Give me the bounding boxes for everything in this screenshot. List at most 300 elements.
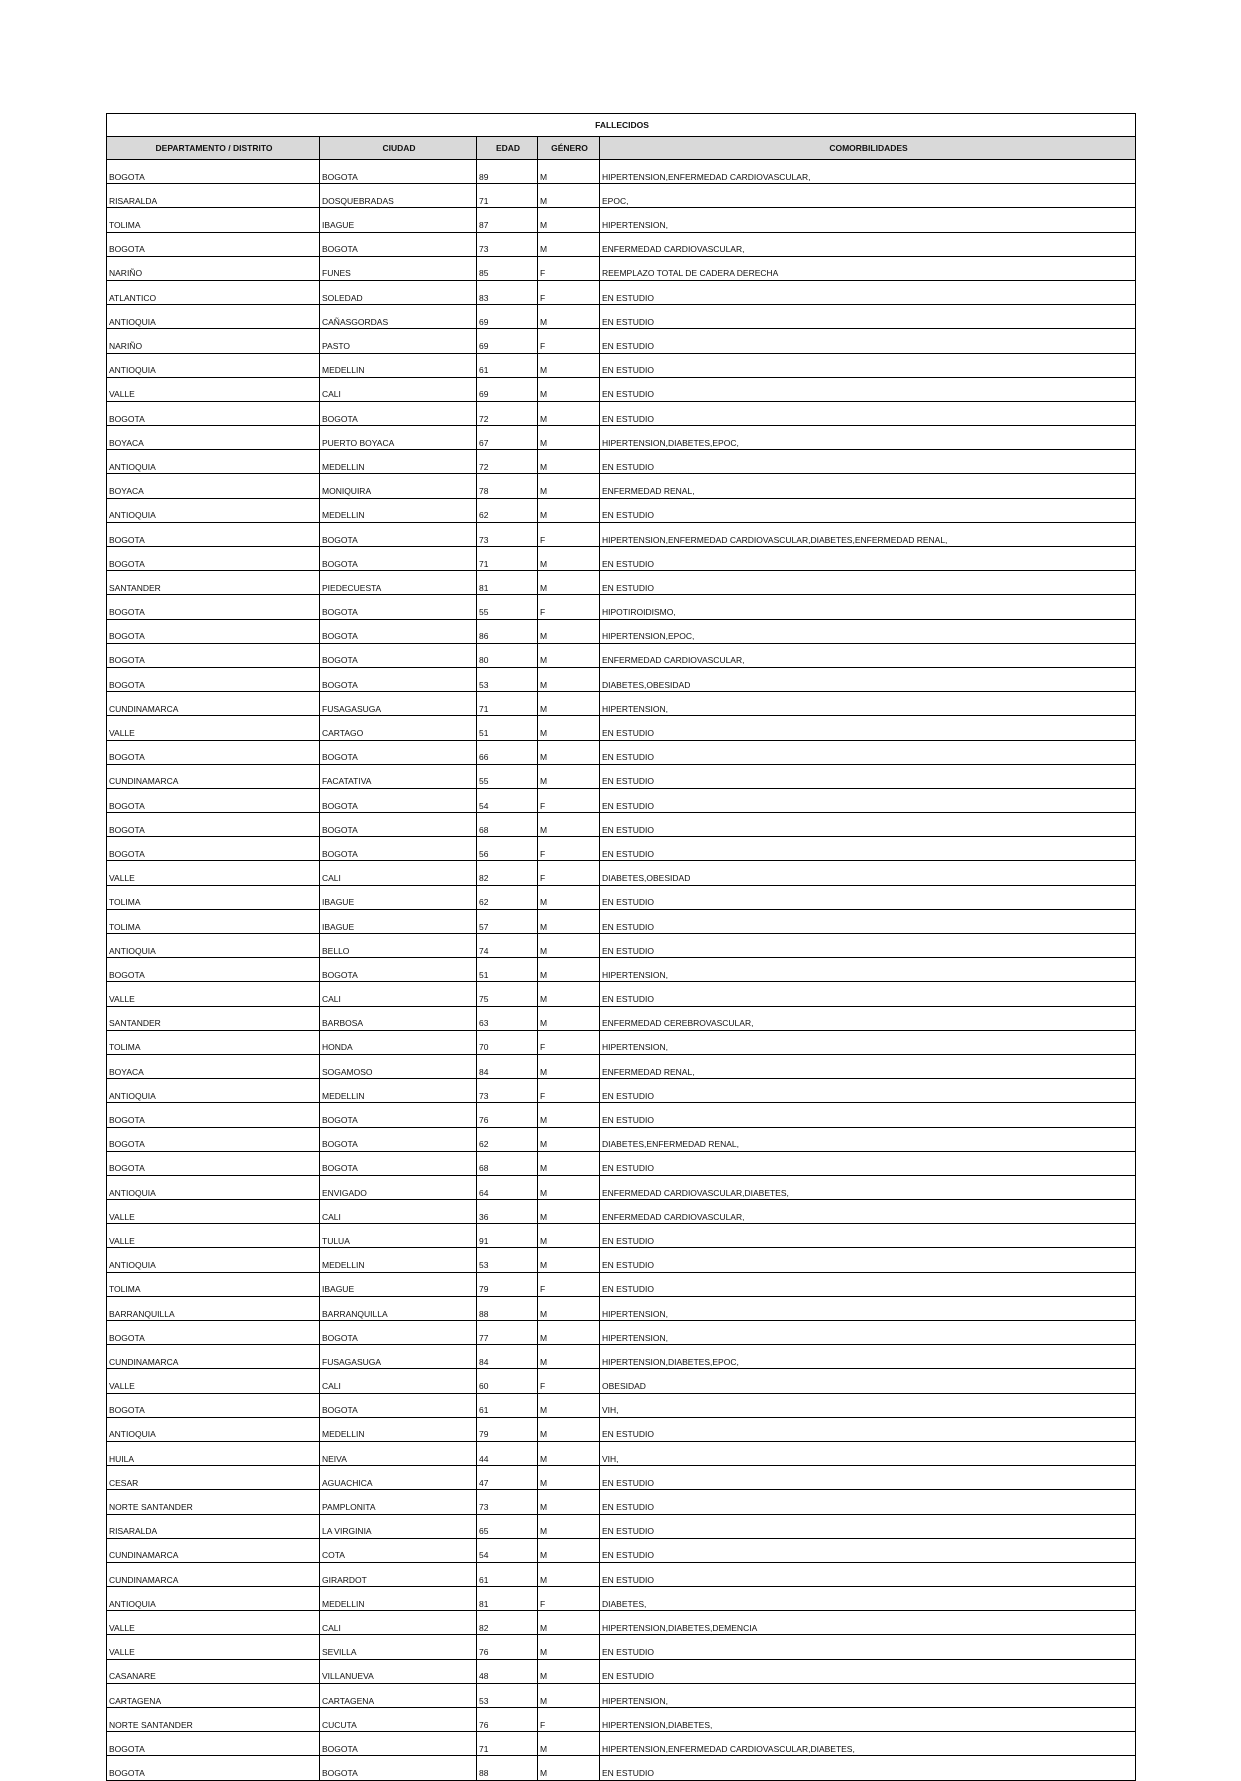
- table-row: [107, 1248, 1136, 1272]
- cell-gender: M: [538, 571, 600, 595]
- table-row: [107, 1441, 1136, 1465]
- cell-department: VALLE: [107, 377, 320, 401]
- cell-department: CESAR: [107, 1466, 320, 1490]
- cell-city: SOGAMOSO: [320, 1054, 477, 1078]
- cell-age: 75: [477, 982, 538, 1006]
- cell-comorbidities: HIPERTENSION,: [600, 208, 1136, 232]
- table-row: [107, 595, 1136, 619]
- cell-department: BOGOTA: [107, 1127, 320, 1151]
- table-row: [107, 450, 1136, 474]
- cell-age: 79: [477, 1272, 538, 1296]
- cell-gender: F: [538, 329, 600, 353]
- cell-age: 70: [477, 1030, 538, 1054]
- cell-department: NARIÑO: [107, 329, 320, 353]
- cell-department: BOGOTA: [107, 837, 320, 861]
- table-row: [107, 1683, 1136, 1707]
- cell-department: BOGOTA: [107, 1393, 320, 1417]
- cell-comorbidities: EN ESTUDIO: [600, 571, 1136, 595]
- cell-gender: F: [538, 280, 600, 304]
- cell-comorbidities: EN ESTUDIO: [600, 1248, 1136, 1272]
- table-row: [107, 1635, 1136, 1659]
- cell-gender: M: [538, 426, 600, 450]
- cell-department: ANTIOQUIA: [107, 498, 320, 522]
- cell-comorbidities: EN ESTUDIO: [600, 1756, 1136, 1780]
- cell-comorbidities: HIPERTENSION,: [600, 958, 1136, 982]
- table-row: [107, 764, 1136, 788]
- table-row: [107, 401, 1136, 425]
- cell-gender: M: [538, 1054, 600, 1078]
- cell-department: VALLE: [107, 1224, 320, 1248]
- table-row: [107, 1587, 1136, 1611]
- cell-comorbidities: EN ESTUDIO: [600, 305, 1136, 329]
- cell-age: 77: [477, 1321, 538, 1345]
- cell-city: BOGOTA: [320, 522, 477, 546]
- table-row: [107, 837, 1136, 861]
- cell-comorbidities: ENFERMEDAD CARDIOVASCULAR,: [600, 643, 1136, 667]
- cell-department: CUNDINAMARCA: [107, 1345, 320, 1369]
- cell-department: CASANARE: [107, 1659, 320, 1683]
- column-header-department: DEPARTAMENTO / DISTRITO: [107, 137, 320, 160]
- cell-age: 44: [477, 1441, 538, 1465]
- cell-city: BOGOTA: [320, 813, 477, 837]
- cell-city: IBAGUE: [320, 909, 477, 933]
- cell-gender: M: [538, 1103, 600, 1127]
- cell-city: BARBOSA: [320, 1006, 477, 1030]
- cell-age: 71: [477, 692, 538, 716]
- cell-department: ANTIOQUIA: [107, 450, 320, 474]
- cell-city: MEDELLIN: [320, 1417, 477, 1441]
- cell-department: BOGOTA: [107, 740, 320, 764]
- column-header-city: CIUDAD: [320, 137, 477, 160]
- cell-age: 51: [477, 958, 538, 982]
- table-row: [107, 958, 1136, 982]
- table-row: [107, 643, 1136, 667]
- cell-department: BOGOTA: [107, 522, 320, 546]
- cell-city: BOGOTA: [320, 1393, 477, 1417]
- cell-age: 73: [477, 522, 538, 546]
- table-row: [107, 256, 1136, 280]
- table-row: [107, 280, 1136, 304]
- cell-comorbidities: REEMPLAZO TOTAL DE CADERA DERECHA: [600, 256, 1136, 280]
- cell-city: SEVILLA: [320, 1635, 477, 1659]
- cell-department: BOGOTA: [107, 958, 320, 982]
- cell-city: PIEDECUESTA: [320, 571, 477, 595]
- cell-department: BOGOTA: [107, 547, 320, 571]
- cell-city: BOGOTA: [320, 1732, 477, 1756]
- cell-comorbidities: ENFERMEDAD CARDIOVASCULAR,: [600, 232, 1136, 256]
- cell-comorbidities: HIPERTENSION,DIABETES,DEMENCIA: [600, 1611, 1136, 1635]
- cell-age: 76: [477, 1103, 538, 1127]
- cell-city: BOGOTA: [320, 788, 477, 812]
- table-row: [107, 619, 1136, 643]
- cell-gender: M: [538, 1732, 600, 1756]
- cell-age: 88: [477, 1296, 538, 1320]
- cell-age: 69: [477, 329, 538, 353]
- cell-department: BOGOTA: [107, 813, 320, 837]
- cell-age: 55: [477, 764, 538, 788]
- cell-department: VALLE: [107, 1611, 320, 1635]
- column-header-comorbidities: COMORBILIDADES: [600, 137, 1136, 160]
- cell-city: SOLEDAD: [320, 280, 477, 304]
- cell-gender: F: [538, 837, 600, 861]
- cell-comorbidities: EN ESTUDIO: [600, 1079, 1136, 1103]
- cell-gender: M: [538, 934, 600, 958]
- cell-department: TOLIMA: [107, 909, 320, 933]
- cell-age: 68: [477, 813, 538, 837]
- cell-age: 87: [477, 208, 538, 232]
- table-row: [107, 1103, 1136, 1127]
- cell-gender: F: [538, 522, 600, 546]
- cell-age: 61: [477, 1393, 538, 1417]
- cell-age: 82: [477, 1611, 538, 1635]
- cell-comorbidities: EN ESTUDIO: [600, 1562, 1136, 1586]
- cell-gender: M: [538, 667, 600, 691]
- cell-gender: M: [538, 547, 600, 571]
- table-row: [107, 909, 1136, 933]
- table-row: [107, 934, 1136, 958]
- column-header-gender: GÉNERO: [538, 137, 600, 160]
- cell-city: LA VIRGINIA: [320, 1514, 477, 1538]
- cell-comorbidities: EN ESTUDIO: [600, 450, 1136, 474]
- cell-city: BOGOTA: [320, 1127, 477, 1151]
- cell-department: TOLIMA: [107, 885, 320, 909]
- table-row: [107, 1151, 1136, 1175]
- cell-gender: M: [538, 1659, 600, 1683]
- cell-department: ATLANTICO: [107, 280, 320, 304]
- table-row: [107, 1006, 1136, 1030]
- cell-comorbidities: HIPERTENSION,: [600, 1683, 1136, 1707]
- table-title-row: [107, 114, 1136, 137]
- cell-city: FUSAGASUGA: [320, 1345, 477, 1369]
- cell-gender: M: [538, 619, 600, 643]
- table-row: [107, 716, 1136, 740]
- cell-department: VALLE: [107, 982, 320, 1006]
- cell-age: 66: [477, 740, 538, 764]
- cell-department: SANTANDER: [107, 1006, 320, 1030]
- cell-department: TOLIMA: [107, 208, 320, 232]
- cell-city: PASTO: [320, 329, 477, 353]
- cell-city: GIRARDOT: [320, 1562, 477, 1586]
- cell-department: CUNDINAMARCA: [107, 1538, 320, 1562]
- cell-age: 85: [477, 256, 538, 280]
- cell-gender: M: [538, 232, 600, 256]
- cell-city: BOGOTA: [320, 232, 477, 256]
- cell-department: BOYACA: [107, 474, 320, 498]
- cell-comorbidities: HIPOTIROIDISMO,: [600, 595, 1136, 619]
- cell-gender: M: [538, 1006, 600, 1030]
- cell-comorbidities: HIPERTENSION,: [600, 1321, 1136, 1345]
- cell-gender: M: [538, 740, 600, 764]
- cell-gender: M: [538, 208, 600, 232]
- cell-gender: M: [538, 184, 600, 208]
- cell-gender: F: [538, 788, 600, 812]
- cell-department: BOGOTA: [107, 643, 320, 667]
- cell-gender: M: [538, 643, 600, 667]
- cell-city: FUSAGASUGA: [320, 692, 477, 716]
- cell-gender: M: [538, 958, 600, 982]
- cell-gender: M: [538, 1756, 600, 1780]
- cell-gender: M: [538, 716, 600, 740]
- cell-comorbidities: EN ESTUDIO: [600, 1538, 1136, 1562]
- cell-city: BOGOTA: [320, 595, 477, 619]
- table-row: [107, 1490, 1136, 1514]
- cell-department: ANTIOQUIA: [107, 353, 320, 377]
- cell-gender: M: [538, 1321, 600, 1345]
- cell-city: BOGOTA: [320, 547, 477, 571]
- cell-city: BOGOTA: [320, 667, 477, 691]
- table-row: [107, 571, 1136, 595]
- cell-department: ANTIOQUIA: [107, 1587, 320, 1611]
- cell-age: 69: [477, 377, 538, 401]
- table-row: [107, 1079, 1136, 1103]
- cell-city: CALI: [320, 1369, 477, 1393]
- cell-age: 88: [477, 1756, 538, 1780]
- cell-department: ANTIOQUIA: [107, 1079, 320, 1103]
- cell-age: 54: [477, 788, 538, 812]
- cell-gender: F: [538, 1587, 600, 1611]
- table-row: [107, 692, 1136, 716]
- cell-age: 72: [477, 450, 538, 474]
- table-row: [107, 160, 1136, 184]
- cell-department: NORTE SANTANDER: [107, 1490, 320, 1514]
- cell-department: SANTANDER: [107, 571, 320, 595]
- cell-department: ANTIOQUIA: [107, 1175, 320, 1199]
- cell-comorbidities: VIH,: [600, 1393, 1136, 1417]
- cell-department: BOGOTA: [107, 160, 320, 184]
- cell-comorbidities: HIPERTENSION,ENFERMEDAD CARDIOVASCULAR,DIABETES,ENFERMEDAD RENAL,: [600, 522, 1136, 546]
- table-row: [107, 208, 1136, 232]
- cell-city: CALI: [320, 861, 477, 885]
- cell-city: BOGOTA: [320, 1103, 477, 1127]
- cell-department: HUILA: [107, 1441, 320, 1465]
- table-row: [107, 1224, 1136, 1248]
- cell-comorbidities: DIABETES,ENFERMEDAD RENAL,: [600, 1127, 1136, 1151]
- cell-age: 63: [477, 1006, 538, 1030]
- cell-department: BOGOTA: [107, 232, 320, 256]
- cell-city: VILLANUEVA: [320, 1659, 477, 1683]
- cell-city: CARTAGENA: [320, 1683, 477, 1707]
- cell-age: 83: [477, 280, 538, 304]
- cell-gender: M: [538, 1345, 600, 1369]
- cell-gender: M: [538, 1296, 600, 1320]
- cell-age: 54: [477, 1538, 538, 1562]
- cell-gender: M: [538, 982, 600, 1006]
- cell-city: BOGOTA: [320, 1321, 477, 1345]
- cell-comorbidities: EN ESTUDIO: [600, 280, 1136, 304]
- table-header-row: [107, 137, 1136, 160]
- cell-department: BOGOTA: [107, 1151, 320, 1175]
- cell-city: BOGOTA: [320, 643, 477, 667]
- table-row: [107, 305, 1136, 329]
- table-row: [107, 1514, 1136, 1538]
- cell-comorbidities: EN ESTUDIO: [600, 1466, 1136, 1490]
- table-row: [107, 498, 1136, 522]
- cell-gender: F: [538, 1369, 600, 1393]
- cell-department: BOYACA: [107, 1054, 320, 1078]
- cell-comorbidities: EN ESTUDIO: [600, 1490, 1136, 1514]
- cell-department: BOGOTA: [107, 401, 320, 425]
- cell-department: BOGOTA: [107, 667, 320, 691]
- cell-age: 79: [477, 1417, 538, 1441]
- cell-gender: M: [538, 450, 600, 474]
- cell-comorbidities: DIABETES,OBESIDAD: [600, 667, 1136, 691]
- cell-gender: M: [538, 1538, 600, 1562]
- cell-city: BOGOTA: [320, 740, 477, 764]
- cell-age: 71: [477, 547, 538, 571]
- cell-department: TOLIMA: [107, 1272, 320, 1296]
- cell-city: FUNES: [320, 256, 477, 280]
- table-row: [107, 547, 1136, 571]
- cell-gender: M: [538, 160, 600, 184]
- cell-department: BOGOTA: [107, 788, 320, 812]
- cell-gender: M: [538, 474, 600, 498]
- cell-gender: M: [538, 1248, 600, 1272]
- cell-comorbidities: ENFERMEDAD CARDIOVASCULAR,DIABETES,: [600, 1175, 1136, 1199]
- cell-comorbidities: DIABETES,OBESIDAD: [600, 861, 1136, 885]
- cell-comorbidities: ENFERMEDAD RENAL,: [600, 474, 1136, 498]
- cell-comorbidities: EN ESTUDIO: [600, 837, 1136, 861]
- cell-gender: M: [538, 909, 600, 933]
- cell-gender: M: [538, 692, 600, 716]
- cell-department: ANTIOQUIA: [107, 934, 320, 958]
- cell-gender: M: [538, 1393, 600, 1417]
- cell-age: 62: [477, 1127, 538, 1151]
- cell-city: TULUA: [320, 1224, 477, 1248]
- cell-city: CALI: [320, 982, 477, 1006]
- cell-department: VALLE: [107, 716, 320, 740]
- column-header-age: EDAD: [477, 137, 538, 160]
- cell-city: MEDELLIN: [320, 1248, 477, 1272]
- cell-city: MEDELLIN: [320, 353, 477, 377]
- table-row: [107, 1127, 1136, 1151]
- cell-comorbidities: EN ESTUDIO: [600, 1417, 1136, 1441]
- cell-comorbidities: DIABETES,: [600, 1587, 1136, 1611]
- cell-comorbidities: EN ESTUDIO: [600, 401, 1136, 425]
- cell-gender: M: [538, 1417, 600, 1441]
- cell-gender: M: [538, 1224, 600, 1248]
- cell-age: 89: [477, 160, 538, 184]
- cell-age: 67: [477, 426, 538, 450]
- table-row: [107, 1393, 1136, 1417]
- cell-age: 53: [477, 1248, 538, 1272]
- cell-city: BARRANQUILLA: [320, 1296, 477, 1320]
- cell-department: CARTAGENA: [107, 1683, 320, 1707]
- cell-city: CALI: [320, 377, 477, 401]
- cell-age: 80: [477, 643, 538, 667]
- table-row: [107, 1296, 1136, 1320]
- cell-city: BOGOTA: [320, 619, 477, 643]
- cell-department: BOGOTA: [107, 1103, 320, 1127]
- cell-comorbidities: EN ESTUDIO: [600, 377, 1136, 401]
- table-row: [107, 1732, 1136, 1756]
- table-row: [107, 1200, 1136, 1224]
- cell-department: TOLIMA: [107, 1030, 320, 1054]
- cell-comorbidities: EN ESTUDIO: [600, 716, 1136, 740]
- cell-gender: F: [538, 1272, 600, 1296]
- cell-city: DOSQUEBRADAS: [320, 184, 477, 208]
- cell-city: BOGOTA: [320, 1756, 477, 1780]
- cell-age: 91: [477, 1224, 538, 1248]
- cell-city: MEDELLIN: [320, 450, 477, 474]
- cell-city: MEDELLIN: [320, 498, 477, 522]
- table-row: [107, 377, 1136, 401]
- cell-comorbidities: HIPERTENSION,: [600, 1296, 1136, 1320]
- table-row: [107, 1708, 1136, 1732]
- table-row: [107, 329, 1136, 353]
- cell-comorbidities: EN ESTUDIO: [600, 1272, 1136, 1296]
- cell-gender: M: [538, 1441, 600, 1465]
- cell-gender: M: [538, 353, 600, 377]
- table-row: [107, 813, 1136, 837]
- cell-city: CALI: [320, 1611, 477, 1635]
- cell-city: MONIQUIRA: [320, 474, 477, 498]
- cell-comorbidities: VIH,: [600, 1441, 1136, 1465]
- cell-comorbidities: EN ESTUDIO: [600, 1103, 1136, 1127]
- table-row: [107, 1538, 1136, 1562]
- cell-age: 76: [477, 1708, 538, 1732]
- cell-age: 84: [477, 1054, 538, 1078]
- cell-age: 73: [477, 1490, 538, 1514]
- deaths-table: [106, 113, 1136, 1781]
- cell-comorbidities: EN ESTUDIO: [600, 1224, 1136, 1248]
- cell-comorbidities: HIPERTENSION,: [600, 692, 1136, 716]
- cell-comorbidities: EN ESTUDIO: [600, 813, 1136, 837]
- cell-city: MEDELLIN: [320, 1587, 477, 1611]
- cell-age: 47: [477, 1466, 538, 1490]
- cell-city: AGUACHICA: [320, 1466, 477, 1490]
- cell-age: 74: [477, 934, 538, 958]
- cell-gender: F: [538, 256, 600, 280]
- table-row: [107, 1272, 1136, 1296]
- cell-department: VALLE: [107, 1200, 320, 1224]
- cell-age: 48: [477, 1659, 538, 1683]
- table-row: [107, 788, 1136, 812]
- cell-age: 73: [477, 1079, 538, 1103]
- cell-department: VALLE: [107, 861, 320, 885]
- table-row: [107, 522, 1136, 546]
- cell-comorbidities: HIPERTENSION,DIABETES,EPOC,: [600, 426, 1136, 450]
- cell-gender: M: [538, 1562, 600, 1586]
- cell-comorbidities: EN ESTUDIO: [600, 1659, 1136, 1683]
- cell-department: ANTIOQUIA: [107, 1417, 320, 1441]
- cell-comorbidities: EN ESTUDIO: [600, 353, 1136, 377]
- cell-city: IBAGUE: [320, 208, 477, 232]
- table-row: [107, 1659, 1136, 1683]
- cell-age: 56: [477, 837, 538, 861]
- cell-city: MEDELLIN: [320, 1079, 477, 1103]
- cell-department: NORTE SANTANDER: [107, 1708, 320, 1732]
- cell-city: PAMPLONITA: [320, 1490, 477, 1514]
- cell-gender: F: [538, 595, 600, 619]
- cell-department: RISARALDA: [107, 184, 320, 208]
- table-row: [107, 1466, 1136, 1490]
- cell-comorbidities: EN ESTUDIO: [600, 1151, 1136, 1175]
- table-row: [107, 1030, 1136, 1054]
- cell-age: 62: [477, 498, 538, 522]
- table-row: [107, 1321, 1136, 1345]
- cell-comorbidities: EN ESTUDIO: [600, 1514, 1136, 1538]
- table-row: [107, 861, 1136, 885]
- table-row: [107, 667, 1136, 691]
- cell-gender: M: [538, 377, 600, 401]
- cell-department: CUNDINAMARCA: [107, 764, 320, 788]
- cell-gender: M: [538, 764, 600, 788]
- cell-comorbidities: HIPERTENSION,ENFERMEDAD CARDIOVASCULAR,DIABETES,: [600, 1732, 1136, 1756]
- cell-age: 86: [477, 619, 538, 643]
- cell-comorbidities: EN ESTUDIO: [600, 788, 1136, 812]
- cell-department: BARRANQUILLA: [107, 1296, 320, 1320]
- cell-comorbidities: HIPERTENSION,: [600, 1030, 1136, 1054]
